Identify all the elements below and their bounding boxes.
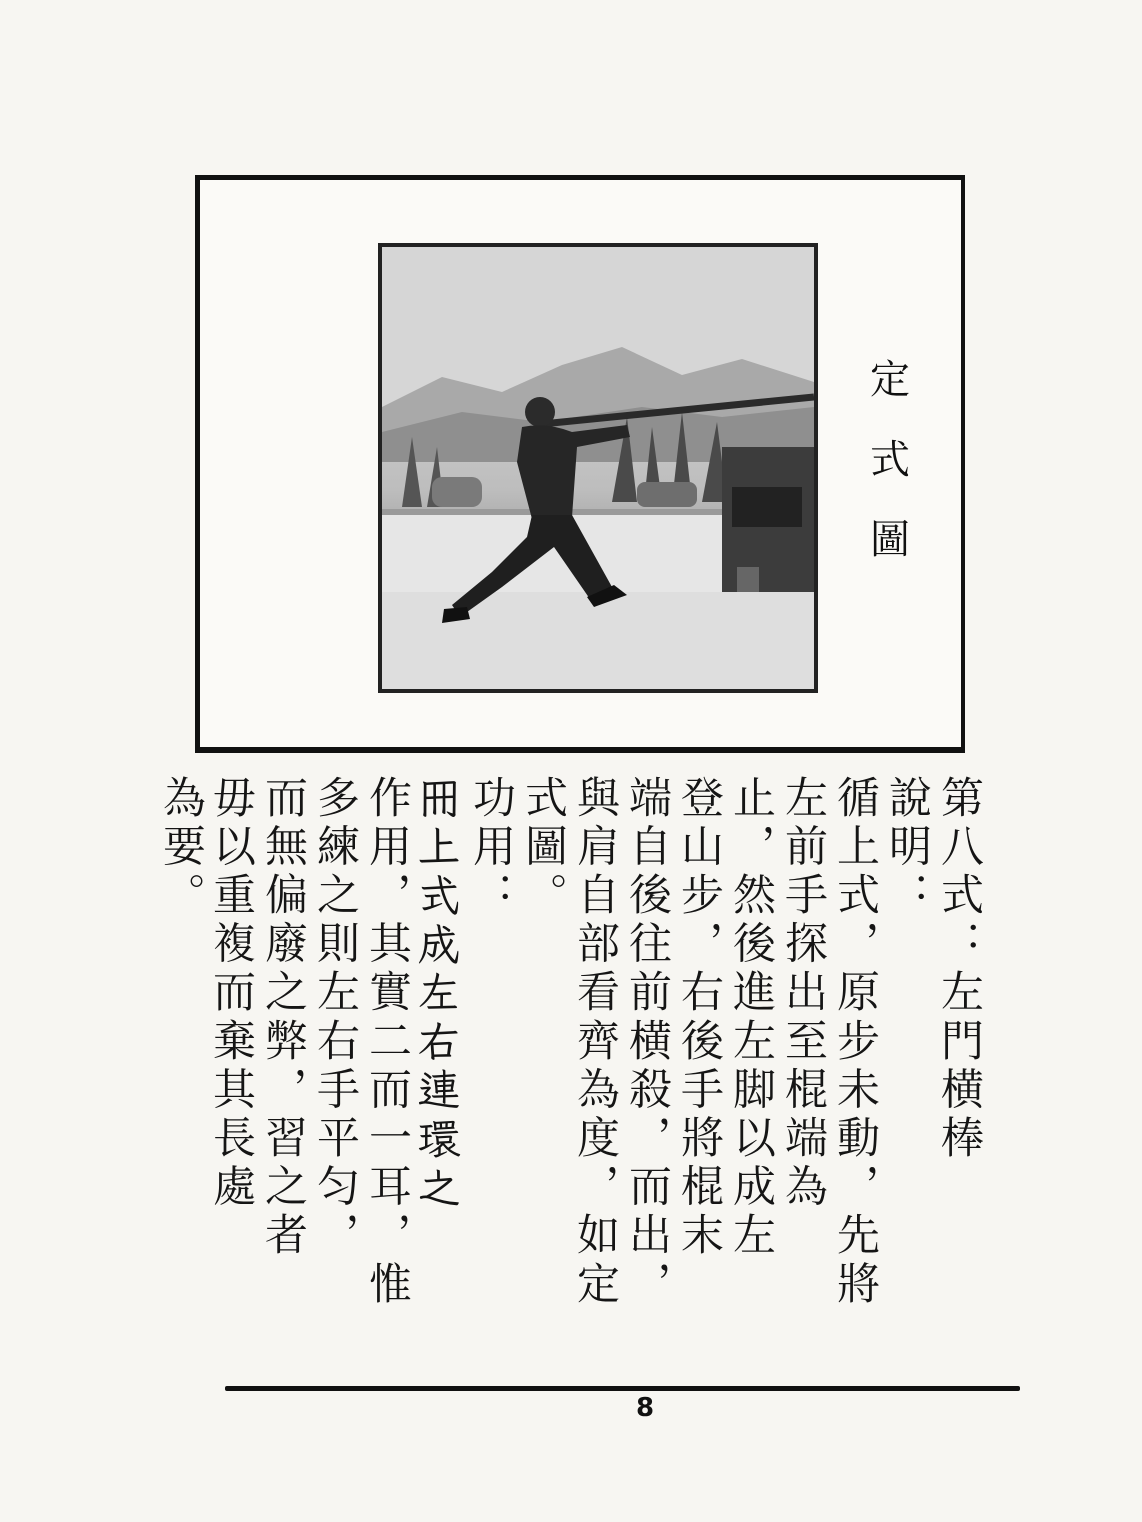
text-column: 式圖。 <box>518 775 568 921</box>
text-column: 𠕁上式成左右連環之 <box>414 775 464 1213</box>
figure-caption <box>860 357 920 563</box>
figure-photo <box>378 243 818 693</box>
text-column: 毋以重複而棄其長處 <box>206 775 256 1213</box>
vertical-text-body <box>156 775 985 1395</box>
figure-frame <box>195 175 965 753</box>
text-column: 登山步，右後手將棍末 <box>674 775 724 1261</box>
caption-char-2: 式 <box>870 437 910 483</box>
page-number: 8 <box>635 1393 655 1423</box>
text-column: 作用，其實二而一耳，惟 <box>362 775 412 1310</box>
caption-char-3: 圖 <box>870 517 910 563</box>
footer-rule <box>225 1386 1020 1391</box>
text-column: 與肩自部看齊為度，如定 <box>570 775 620 1310</box>
text-column: 左前手探出至棍端為 <box>778 775 828 1213</box>
text-column: 循上式，原步未動，先將 <box>830 775 880 1310</box>
caption-char-1: 定 <box>870 357 910 403</box>
text-column: 多練之則左右手平匀， <box>310 775 360 1261</box>
text-column: 止，然後進左脚以成左 <box>726 775 776 1261</box>
text-column: 為要。 <box>156 775 206 921</box>
text-column: 端自後往前横殺，而出， <box>622 775 672 1310</box>
text-column: 第八式：左門横棒 <box>934 775 984 1164</box>
text-column: 說明： <box>882 775 932 921</box>
text-column: 功用： <box>466 775 516 921</box>
text-column: 而無偏廢之弊，習之者 <box>258 775 308 1261</box>
martial-artist-photo <box>382 247 814 689</box>
